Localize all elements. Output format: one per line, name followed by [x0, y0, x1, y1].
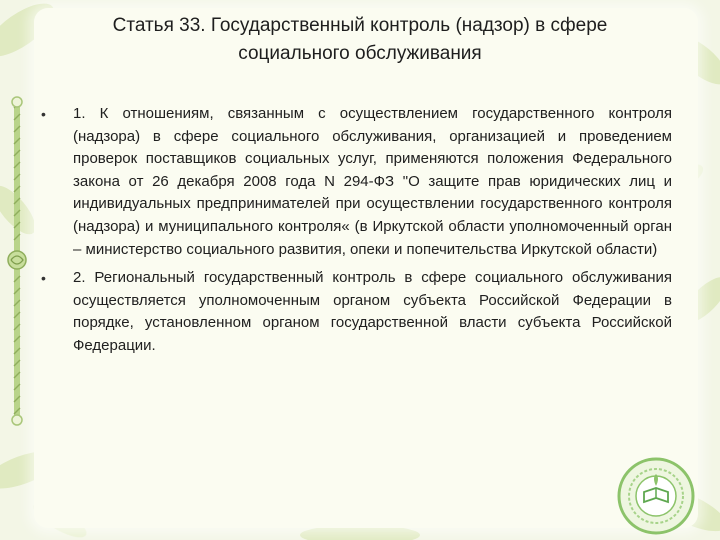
slide-title-line-2: социального обслуживания: [238, 43, 482, 64]
bullet-marker: •: [41, 106, 46, 122]
bullet-item: [40, 103, 672, 261]
slide-title-line-1: Статья 33. Государственный контроль (надзор) в сфере: [112, 15, 608, 36]
slide-title: [60, 12, 660, 68]
bullet-text: 1. К отношениям, связанным с осуществлением государственного контроля (надзора) в сфере социального обслуживания, организацией и проведением проверок поставщиков социальных услуг, применяются положения Федерального закона от 26 декабря 2008 года N 294-ФЗ "О защите прав юридических лиц и индивидуальных предпринимателей при осуществлении государственного контроля (надзора) и муниципального контроля« (в Иркутской области уполномоченный орган – министерство социального развития, опеки и попечительства Иркутской области): [73, 105, 672, 258]
bullet-marker: •: [41, 270, 46, 287]
bullet-list: [40, 103, 672, 364]
bullet-text: 2. Региональный государственный контроль в сфере социального обслуживания осуществляется уполномоченным органом субъекта Российской Федерации в порядке, установленном органом государственной власти субъекта Российской Федерации.: [73, 269, 672, 354]
twisted-rope-icon: [6, 96, 30, 426]
round-emblem-logo-icon: [616, 456, 696, 536]
bullet-item: [40, 267, 672, 357]
